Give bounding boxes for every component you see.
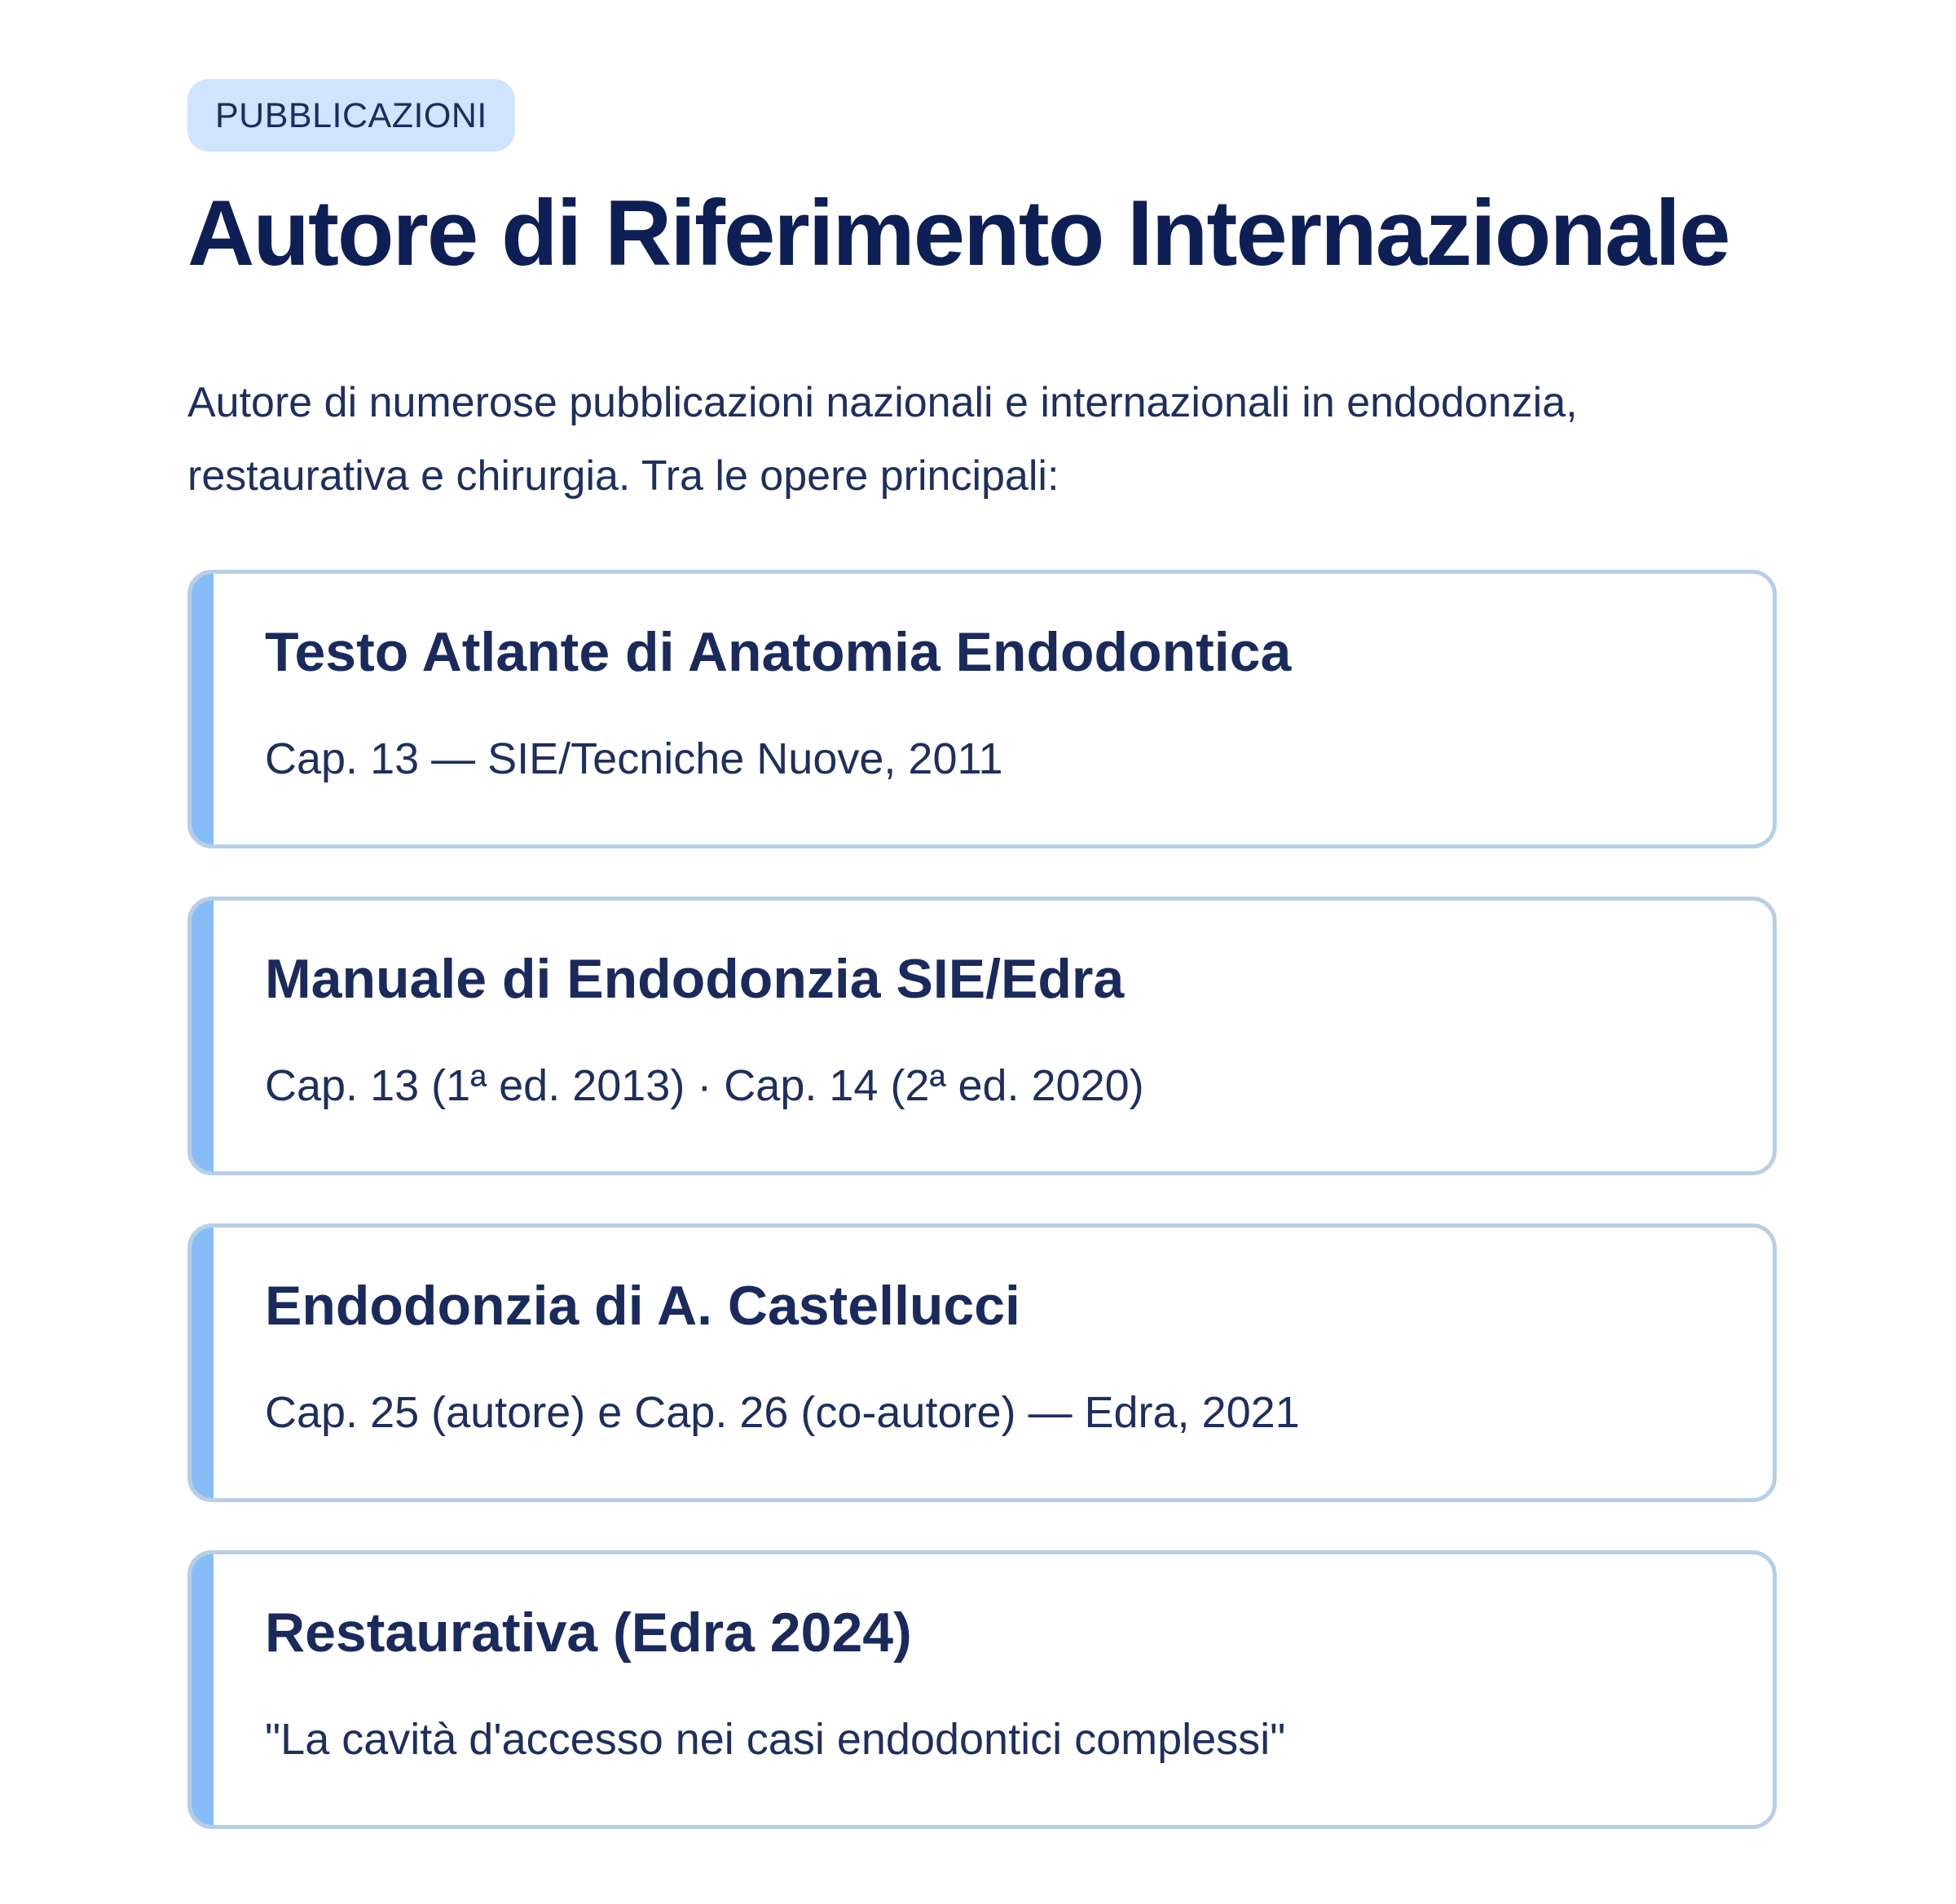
section-badge: PUBBLICAZIONI	[187, 79, 515, 152]
publication-card	[187, 1223, 1777, 1502]
card-accent-bar	[192, 901, 214, 1171]
publication-list	[187, 570, 1777, 1829]
card-accent-bar	[192, 574, 214, 844]
section-intro: Autore di numerose pubblicazioni nazionali e internazionali in endodonzia, restaurativa e chirurgia. Tra le opere principali:	[187, 379, 1578, 500]
card-accent-bar	[192, 1554, 214, 1825]
publication-card	[187, 570, 1777, 848]
publication-detail: "La cavità d'accesso nei casi endodontici complessi"	[265, 1715, 1286, 1765]
publication-detail: Cap. 25 (autore) e Cap. 26 (co-autore) — Edra, 2021	[265, 1388, 1300, 1438]
publication-card	[187, 897, 1777, 1175]
card-accent-bar	[192, 1227, 214, 1498]
section-title: Autore di Riferimento Internazionale	[187, 182, 1729, 285]
publication-title: Manuale di Endodonzia SIE/Edra	[265, 948, 1125, 1011]
publications-section	[187, 79, 1777, 1829]
publication-card	[187, 1550, 1777, 1829]
publication-title: Testo Atlante di Anatomia Endodontica	[265, 621, 1292, 684]
publication-title: Endodonzia di A. Castellucci	[265, 1275, 1020, 1338]
publication-title: Restaurativa (Edra 2024)	[265, 1602, 912, 1664]
publication-detail: Cap. 13 (1ª ed. 2013) · Cap. 14 (2ª ed. 2020)	[265, 1061, 1144, 1111]
publication-detail: Cap. 13 — SIE/Tecniche Nuove, 2011	[265, 734, 1003, 784]
